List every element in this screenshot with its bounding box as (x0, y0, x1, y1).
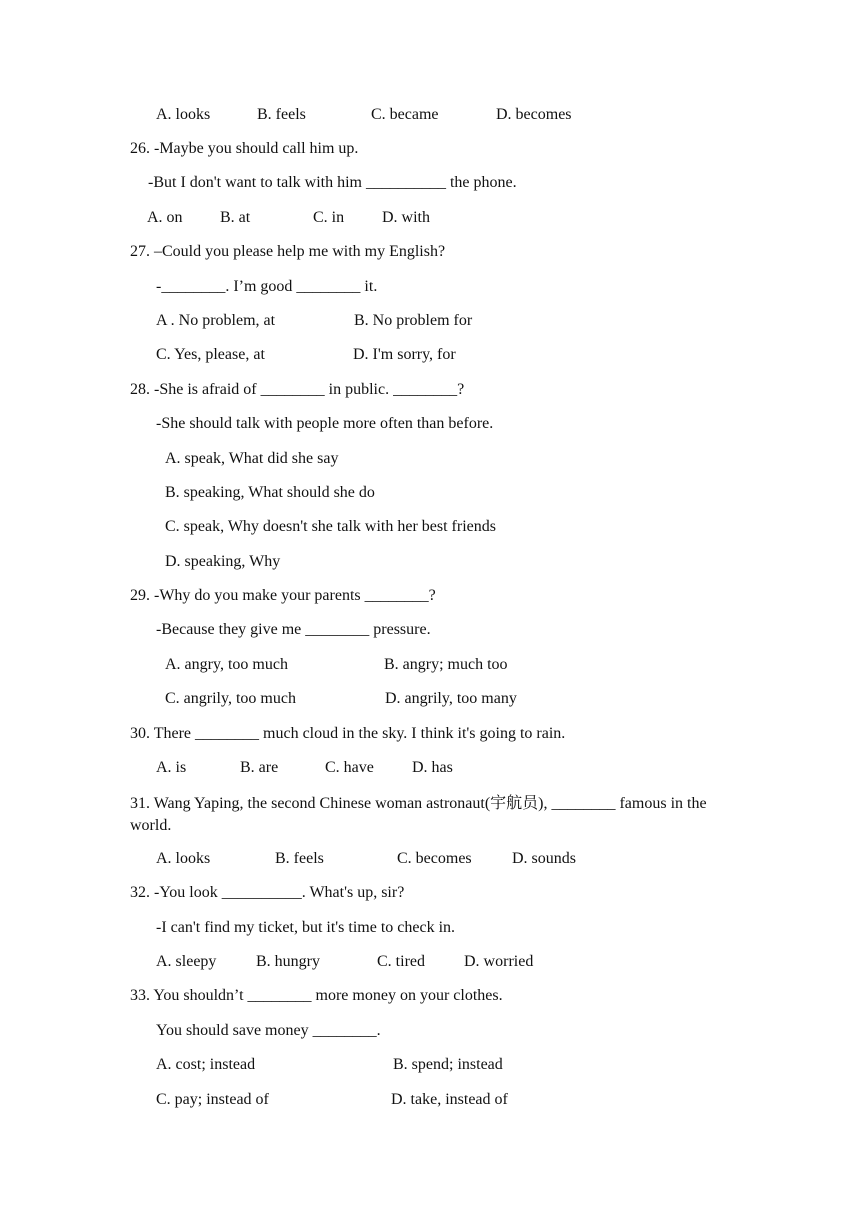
option-text: D. becomes (496, 106, 572, 123)
option-text: C. Yes, please, at (156, 346, 265, 363)
question-text: -________. I’m good ________ it. (156, 278, 378, 295)
option-text: D. angrily, too many (385, 690, 517, 707)
question-text: 32. -You look __________. What's up, sir? (130, 884, 405, 901)
option-text: D. worried (464, 953, 534, 970)
option-text: C. pay; instead of (156, 1091, 269, 1108)
option-text: A. cost; instead (156, 1056, 256, 1073)
option-text: D. with (382, 209, 430, 226)
option-text: B. are (240, 759, 279, 776)
question-text: -I can't find my ticket, but it's time to check in. (156, 919, 456, 936)
option-text: D. take, instead of (391, 1091, 508, 1108)
question-text: 26. -Maybe you should call him up. (130, 140, 359, 157)
question-text: 28. -She is afraid of ________ in public. ________? (130, 381, 465, 398)
option-text: C. tired (377, 953, 425, 970)
option-text: A. angry, too much (165, 656, 288, 673)
question-text: -Because they give me ________ pressure. (156, 621, 431, 638)
option-text: A. looks (156, 850, 211, 867)
question-text: D. speaking, Why (165, 553, 281, 570)
question-text: B. speaking, What should she do (165, 484, 375, 501)
option-text: D. I'm sorry, for (353, 346, 456, 363)
option-text: C. in (313, 209, 345, 226)
option-text: A . No problem, at (156, 312, 276, 329)
option-text: C. became (371, 106, 439, 123)
question-text: 27. –Could you please help me with my English? (130, 243, 446, 260)
option-text: C. angrily, too much (165, 690, 296, 707)
option-text: B. No problem for (354, 312, 473, 329)
option-text: B. feels (257, 106, 306, 123)
question-text: C. speak, Why doesn't she talk with her best friends (165, 518, 496, 535)
question-text: You should save money ________. (156, 1022, 381, 1039)
option-text: B. hungry (256, 953, 320, 970)
question-text: -But I don't want to talk with him __________ the phone. (148, 174, 517, 191)
option-text: D. has (412, 759, 453, 776)
option-text: B. at (220, 209, 251, 226)
question-text: -She should talk with people more often than before. (156, 415, 494, 432)
question-text: 30. There ________ much cloud in the sky. I think it's going to rain. (130, 725, 566, 742)
option-text: C. have (325, 759, 374, 776)
question-text: 31. Wang Yaping, the second Chinese woman astronaut(宇航员), ________ famous in the world. (130, 795, 707, 834)
question-text: 33. You shouldn’t ________ more money on your clothes. (130, 987, 503, 1004)
option-text: A. looks (156, 106, 211, 123)
option-text: B. angry; much too (384, 656, 508, 673)
option-text: A. on (147, 209, 183, 226)
option-text: D. sounds (512, 850, 577, 867)
question-text: 29. -Why do you make your parents ________? (130, 587, 436, 604)
option-text: A. is (156, 759, 187, 776)
option-text: C. becomes (397, 850, 472, 867)
option-text: A. sleepy (156, 953, 217, 970)
option-text: B. feels (275, 850, 324, 867)
question-text: A. speak, What did she say (165, 450, 339, 467)
option-text: B. spend; instead (393, 1056, 503, 1073)
